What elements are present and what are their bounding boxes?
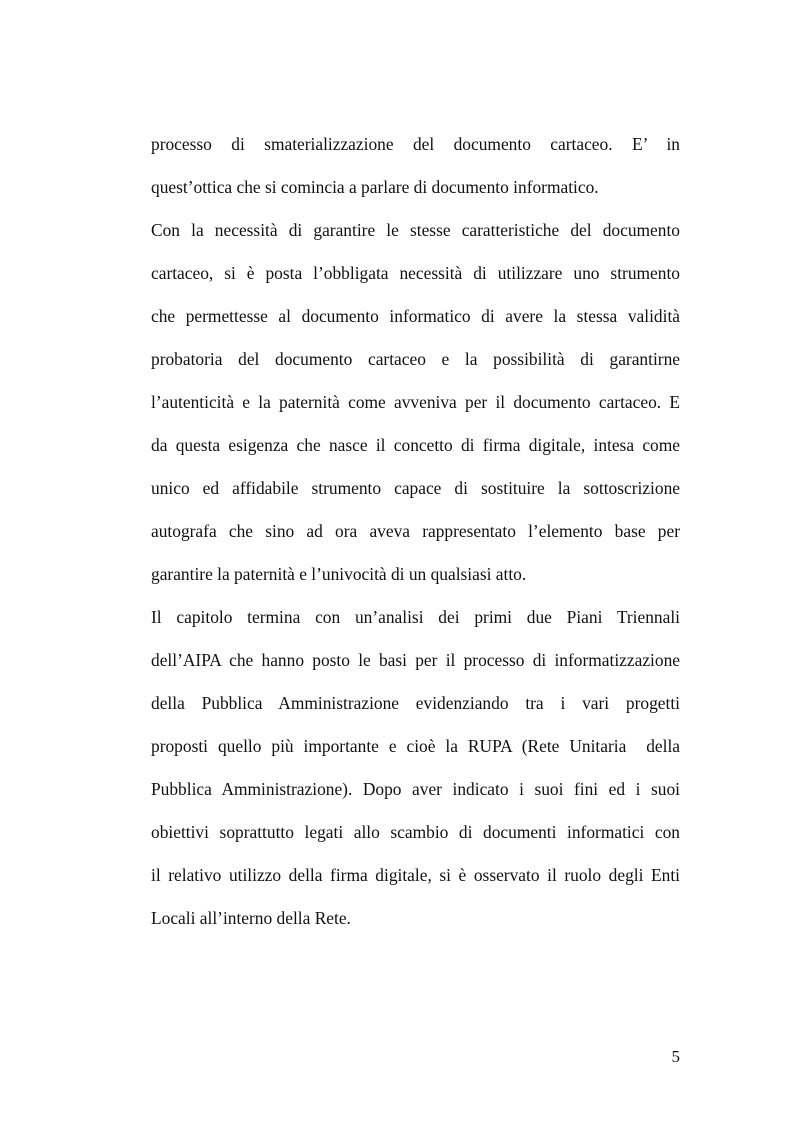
text-line: Con la necessità di garantire le stesse caratteristiche del documento bbox=[151, 220, 680, 240]
text-line: dell’AIPA che hanno posto le basi per il processo di informatizzazione bbox=[151, 650, 680, 670]
text-line: della Pubblica Amministrazione evidenziando tra i vari progetti bbox=[151, 693, 680, 713]
text-line: unico ed affidabile strumento capace di sostituire la sottoscrizione bbox=[151, 478, 680, 498]
text-line: che permettesse al documento informatico di avere la stessa validità bbox=[151, 306, 680, 326]
text-line: quest’ottica che si comincia a parlare di documento informatico. bbox=[151, 177, 599, 197]
text-line: obiettivi soprattutto legati allo scambio di documenti informatici con bbox=[151, 822, 680, 842]
text-line: da questa esigenza che nasce il concetto di firma digitale, intesa come bbox=[151, 435, 680, 455]
text-line: l’autenticità e la paternità come avveniva per il documento cartaceo. E bbox=[151, 392, 680, 412]
text-line: probatoria del documento cartaceo e la possibilità di garantirne bbox=[151, 349, 680, 369]
text-line: Pubblica Amministrazione). Dopo aver indicato i suoi fini ed i suoi bbox=[151, 779, 680, 799]
text-line: proposti quello più importante e cioè la RUPA (Rete Unitaria della bbox=[151, 736, 680, 756]
text-line: processo di smaterializzazione del documento cartaceo. E’ in bbox=[151, 134, 680, 154]
page-number: 5 bbox=[671, 1047, 680, 1066]
text-line: autografa che sino ad ora aveva rappresentato l’elemento base per bbox=[151, 521, 680, 541]
text-line: Il capitolo termina con un’analisi dei primi due Piani Triennali bbox=[151, 607, 680, 627]
text-line: garantire la paternità e l’univocità di un qualsiasi atto. bbox=[151, 564, 527, 584]
text-line: il relativo utilizzo della firma digitale, si è osservato il ruolo degli Enti bbox=[151, 865, 680, 885]
text-line: cartaceo, si è posta l’obbligata necessità di utilizzare uno strumento bbox=[151, 263, 680, 283]
text-line: Locali all’interno della Rete. bbox=[151, 908, 351, 928]
